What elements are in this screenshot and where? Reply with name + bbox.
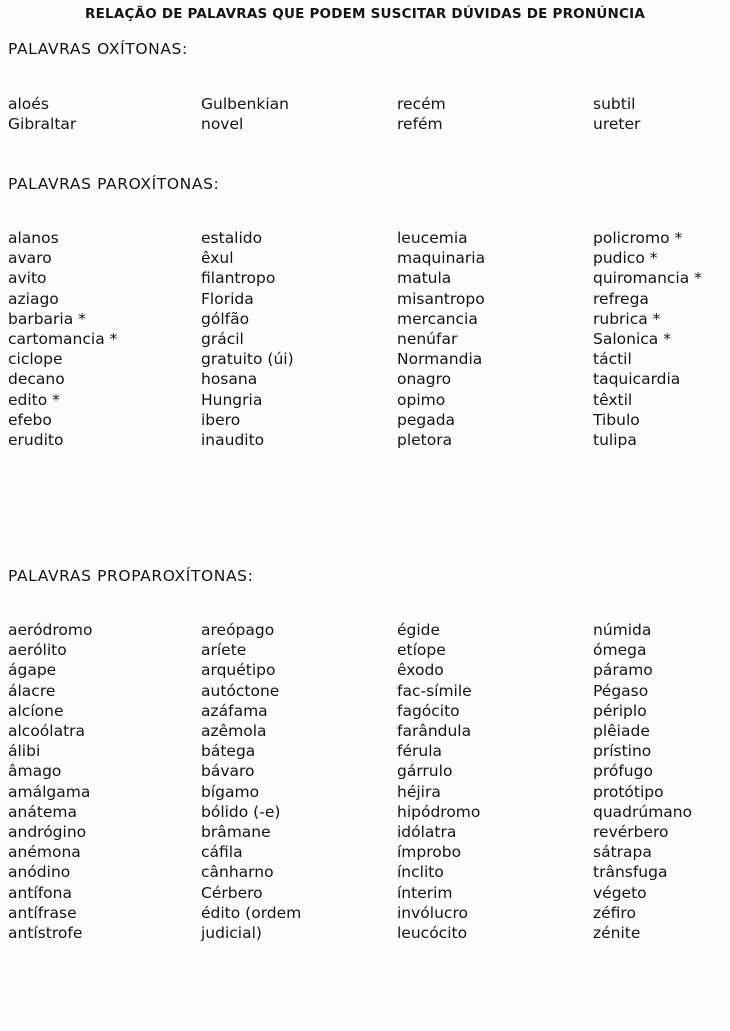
word-cell: prófugo xyxy=(593,762,653,781)
word-cell: revérbero xyxy=(593,823,669,842)
word-cell: efebo xyxy=(8,410,52,429)
word-table-proparoxitonas xyxy=(8,620,728,943)
section-heading-proparoxitonas: PALAVRAS PROPAROXÍTONAS: xyxy=(8,567,254,585)
word-cell: cartomancia * xyxy=(8,330,118,349)
word-cell: gratuito (úi) xyxy=(201,350,294,369)
word-cell: aríete xyxy=(201,641,247,660)
word-cell: barbaria * xyxy=(8,309,86,328)
word-cell: égide xyxy=(397,621,441,639)
word-cell: Hungria xyxy=(201,390,263,409)
word-cell: decano xyxy=(8,370,65,389)
word-cell: quiromancia * xyxy=(593,269,702,288)
word-cell: Normandia xyxy=(397,350,483,369)
word-cell: leucemia xyxy=(397,229,468,247)
word-cell: judicial) xyxy=(201,924,262,943)
word-cell: gólfão xyxy=(201,309,250,328)
word-cell: sátrapa xyxy=(593,843,652,862)
word-cell: farândula xyxy=(397,722,472,741)
word-cell: Gibraltar xyxy=(8,115,77,134)
page-title: RELAÇÃO DE PALAVRAS QUE PODEM SUSCITAR DÚVIDAS DE PRONÚNCIA xyxy=(85,6,645,22)
word-cell: invólucro xyxy=(397,903,468,922)
word-cell: azêmola xyxy=(201,722,267,741)
word-cell: erudito xyxy=(8,431,64,450)
word-cell: amálgama xyxy=(8,782,91,801)
word-cell: périplo xyxy=(593,701,647,720)
word-cell: novel xyxy=(201,115,244,134)
word-cell: avito xyxy=(8,269,47,288)
word-cell: Salonica * xyxy=(593,330,671,349)
word-cell: aziago xyxy=(8,289,59,308)
word-cell: anódino xyxy=(8,863,71,882)
word-cell: maquinaria xyxy=(397,249,486,268)
word-cell: grácil xyxy=(201,330,244,349)
word-cell: pletora xyxy=(397,431,453,450)
word-cell: ibero xyxy=(201,410,241,429)
word-cell: rubrica * xyxy=(593,309,661,328)
word-cell: hipódromo xyxy=(397,802,481,821)
word-cell: subtil xyxy=(593,95,636,113)
word-cell: trânsfuga xyxy=(593,863,668,882)
word-cell: antístrofe xyxy=(8,924,83,943)
word-cell: fac-símile xyxy=(397,681,472,700)
word-cell: brâmane xyxy=(201,823,271,842)
word-cell: héjira xyxy=(397,782,441,801)
word-cell: aloés xyxy=(8,95,49,113)
word-cell: areópago xyxy=(201,621,275,639)
word-cell: alanos xyxy=(8,229,59,247)
word-cell: bólido (-e) xyxy=(201,802,281,821)
word-cell: ágape xyxy=(8,661,57,680)
word-cell: bávaro xyxy=(201,762,255,781)
word-cell: bátega xyxy=(201,742,256,761)
word-table-oxitonas xyxy=(8,94,728,134)
word-cell: pudico * xyxy=(593,249,658,268)
word-cell: êxodo xyxy=(397,661,444,680)
word-cell: végeto xyxy=(593,883,647,902)
word-cell: Pégaso xyxy=(593,681,649,700)
word-cell: êxul xyxy=(201,249,234,268)
word-cell: ureter xyxy=(593,115,641,134)
word-cell: Cérbero xyxy=(201,883,263,902)
word-cell: zéfiro xyxy=(593,903,636,922)
word-cell: prístino xyxy=(593,742,652,761)
word-cell: Florida xyxy=(201,289,254,308)
word-cell: edito * xyxy=(8,390,60,409)
word-cell: matula xyxy=(397,269,452,288)
word-cell: andrógino xyxy=(8,823,87,842)
word-cell: arquétipo xyxy=(201,661,276,680)
word-cell: alcoólatra xyxy=(8,722,86,741)
word-cell: avaro xyxy=(8,249,52,268)
word-cell: ínclito xyxy=(397,863,444,882)
word-cell: férula xyxy=(397,742,442,761)
word-cell: gárrulo xyxy=(397,762,453,781)
word-cell: refrega xyxy=(593,289,649,308)
word-cell: têxtil xyxy=(593,390,633,409)
word-cell: bígamo xyxy=(201,782,260,801)
word-cell: estalido xyxy=(201,229,263,247)
word-cell: hosana xyxy=(201,370,258,389)
word-cell: táctil xyxy=(593,350,632,369)
section-heading-paroxitonas: PALAVRAS PAROXÍTONAS: xyxy=(8,175,220,193)
word-cell: ómega xyxy=(593,641,647,660)
word-cell: plêiade xyxy=(593,722,650,741)
word-cell: onagro xyxy=(397,370,452,389)
word-cell: mercancia xyxy=(397,309,478,328)
word-cell: opimo xyxy=(397,390,446,409)
word-cell: nenúfar xyxy=(397,330,458,349)
word-cell: ínterim xyxy=(397,883,453,902)
word-cell: refém xyxy=(397,115,443,134)
word-cell: misantropo xyxy=(397,289,485,308)
word-cell: inaudito xyxy=(201,431,265,450)
word-cell: ímprobo xyxy=(397,843,462,862)
section-heading-oxitonas: PALAVRAS OXÍTONAS: xyxy=(8,40,188,58)
word-cell: alcíone xyxy=(8,701,64,720)
word-cell: álibi xyxy=(8,742,41,761)
word-cell: idólatra xyxy=(397,823,457,842)
word-table-paroxitonas xyxy=(8,228,728,450)
word-cell: édito (ordem xyxy=(201,903,302,922)
word-cell: antífrase xyxy=(8,903,77,922)
word-cell: álacre xyxy=(8,681,56,700)
word-cell: âmago xyxy=(8,762,62,781)
word-cell: leucócito xyxy=(397,924,468,943)
word-cell: tulipa xyxy=(593,431,637,450)
word-cell: recém xyxy=(397,95,446,113)
word-cell: protótipo xyxy=(593,782,664,801)
word-cell: Tibulo xyxy=(593,410,640,429)
word-cell: anátema xyxy=(8,802,78,821)
word-cell: aerólito xyxy=(8,641,67,660)
word-cell: aeródromo xyxy=(8,621,93,639)
word-cell: taquicardia xyxy=(593,370,681,389)
word-cell: zénite xyxy=(593,924,641,943)
word-cell: pegada xyxy=(397,410,456,429)
word-cell: anémona xyxy=(8,843,81,862)
word-cell: cáfila xyxy=(201,843,243,862)
word-cell: quadrúmano xyxy=(593,802,693,821)
word-cell: fagócito xyxy=(397,701,460,720)
word-cell: autóctone xyxy=(201,681,280,700)
word-cell: númida xyxy=(593,621,652,639)
word-cell: ciclope xyxy=(8,350,63,369)
word-cell: filantropo xyxy=(201,269,276,288)
word-cell: policromo * xyxy=(593,229,683,247)
word-cell: etíope xyxy=(397,641,446,660)
word-cell: páramo xyxy=(593,661,653,680)
word-cell: azáfama xyxy=(201,701,268,720)
word-cell: antífona xyxy=(8,883,72,902)
word-cell: cânharno xyxy=(201,863,274,882)
word-cell: Gulbenkian xyxy=(201,95,289,113)
